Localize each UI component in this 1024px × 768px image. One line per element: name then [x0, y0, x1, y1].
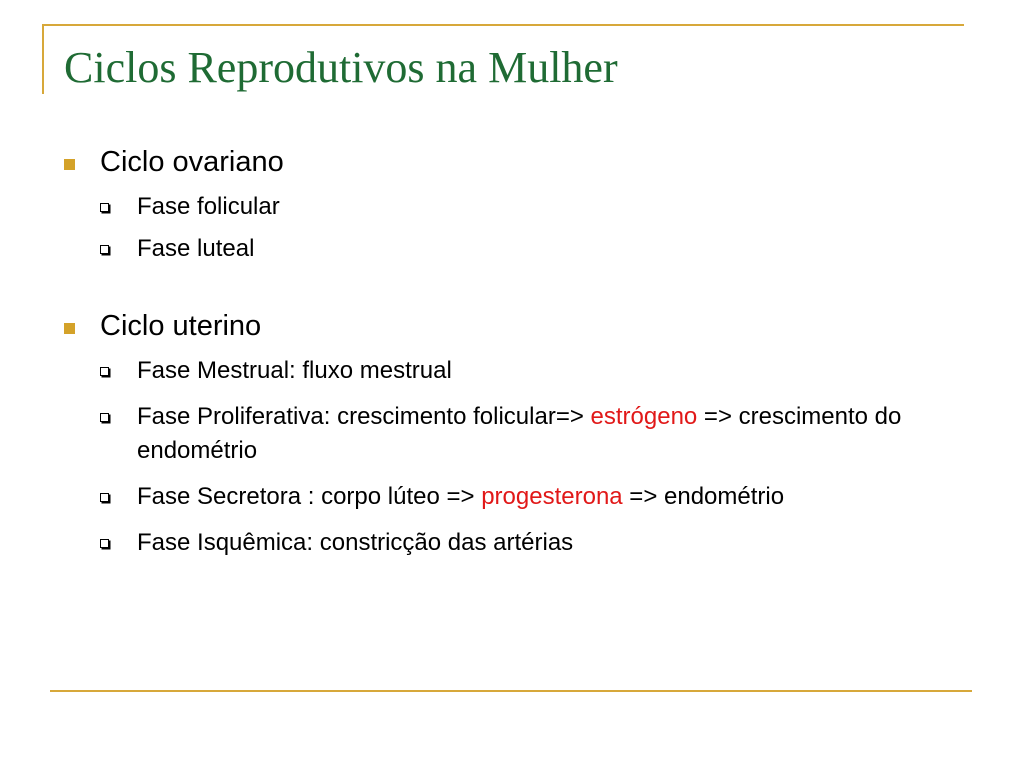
sub-bullet-text: Fase luteal [137, 235, 255, 262]
bottom-accent-line [50, 690, 972, 692]
sub-bullet-text: Fase folicular [137, 193, 280, 220]
hollow-square-bullet-icon [100, 413, 109, 422]
square-bullet-icon [64, 323, 75, 334]
top-accent-line [42, 24, 964, 26]
hollow-square-bullet-icon [100, 493, 109, 502]
hollow-square-bullet-icon [100, 539, 109, 548]
bullet-text: Ciclo uterino [100, 310, 262, 342]
sub-bullet-text: => endométrio [622, 483, 785, 510]
slide-title: Ciclos Reprodutivos na Mulher [64, 43, 618, 92]
sub-bullet-fase-luteal [62, 232, 962, 266]
sub-bullet-fase-secretora [62, 480, 962, 514]
highlight-progesterona: progesterona [481, 483, 623, 510]
bullet-text: Ciclo ovariano [100, 146, 284, 178]
bullet-ciclo-ovariano [62, 142, 962, 182]
hollow-square-bullet-icon [100, 245, 109, 254]
bullet-ciclo-uterino [62, 306, 962, 346]
sub-bullet-fase-mestrual [62, 354, 962, 388]
sub-bullet-text: Fase Proliferativa: crescimento folicular=> [137, 403, 591, 430]
sub-bullet-text: Fase Mestrual: fluxo mestrual [137, 357, 452, 384]
hollow-square-bullet-icon [100, 367, 109, 376]
sub-bullet-text: Fase Secretora : corpo lúteo => [137, 483, 482, 510]
hollow-square-bullet-icon [100, 203, 109, 212]
sub-bullet-text: Fase Isquêmica: constricção das artérias [137, 529, 574, 556]
sub-bullet-fase-proliferativa [62, 400, 962, 468]
sub-bullet-fase-isquemica [62, 526, 962, 560]
square-bullet-icon [64, 159, 75, 170]
sub-bullet-text: => crescimento do endométrio [137, 403, 902, 464]
left-accent-line [42, 24, 44, 94]
highlight-estrogeno: estrógeno [590, 403, 698, 430]
slide-content [62, 142, 962, 560]
sub-bullet-fase-folicular [62, 190, 962, 224]
